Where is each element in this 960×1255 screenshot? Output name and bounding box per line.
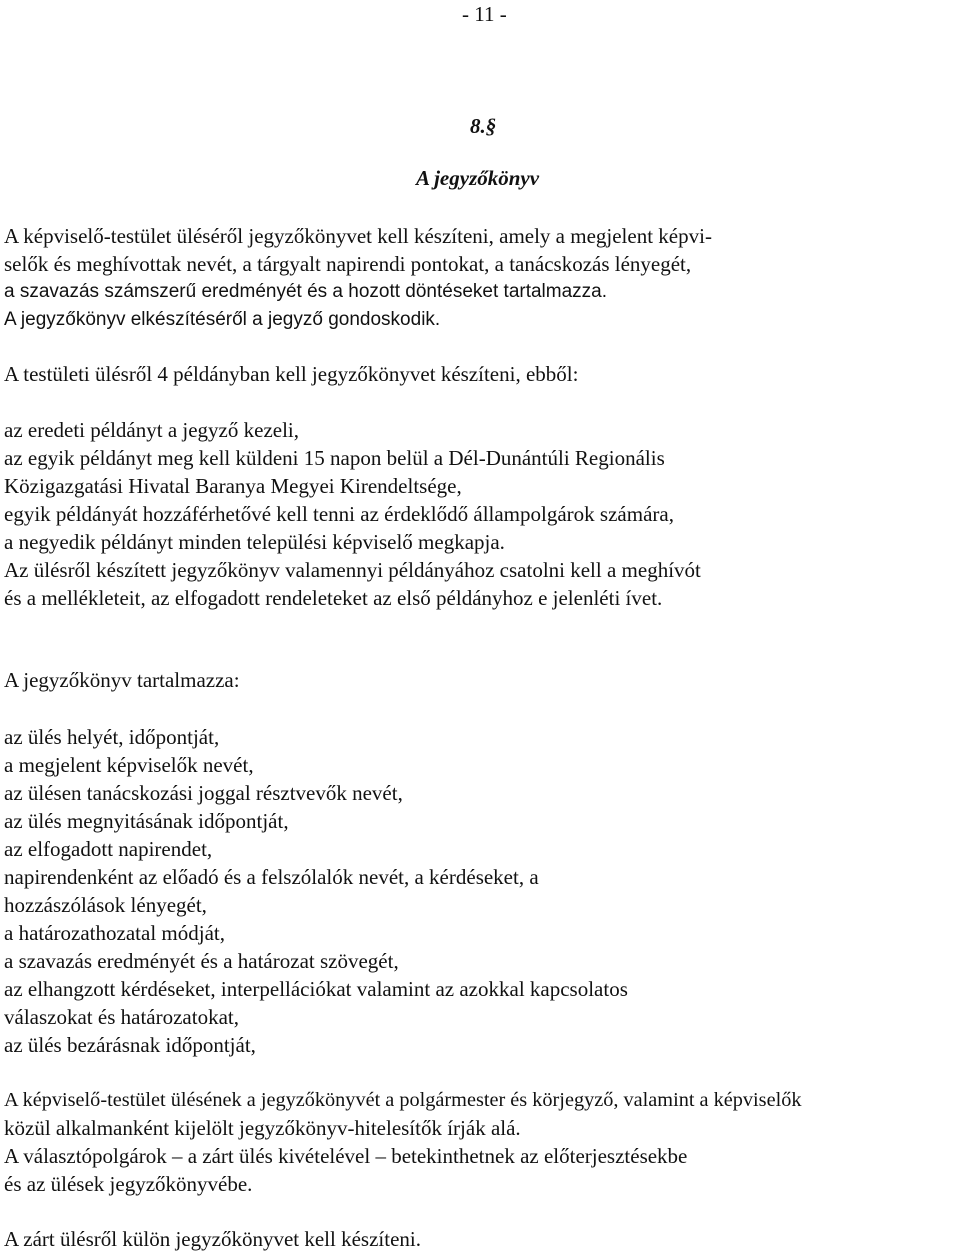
paragraph-line: a szavazás számszerű eredményét és a hozott döntéseket tartalmazza. — [4, 281, 608, 302]
list-item: az elhangzott kérdéseket, interpellációkat valamint az azokkal kapcsolatos — [4, 977, 628, 1001]
list-item: az ülésen tanácskozási joggal résztvevők nevét, — [4, 781, 403, 805]
list-item: a szavazás eredményét és a határozat szövegét, — [4, 949, 399, 973]
list-item: az ülés helyét, időpontját, — [4, 725, 220, 749]
list-item: az ülés megnyitásának időpontját, — [4, 809, 289, 833]
paragraph-intro: A jegyzőkönyv tartalmazza: — [4, 668, 240, 692]
list-item: hozzászólások lényegét, — [4, 893, 207, 917]
paragraph-line: Az ülésről készített jegyzőkönyv valamennyi példányához csatolni kell a meghívót — [4, 558, 701, 582]
paragraph-line: A zárt ülésről külön jegyzőkönyvet kell készíteni. — [4, 1227, 421, 1251]
paragraph-line: selők és meghívottak nevét, a tárgyalt napirendi pontokat, a tanácskozás lényegét, — [4, 252, 692, 276]
list-item: napirendenként az előadó és a felszólalók nevét, a kérdéseket, a — [4, 865, 539, 889]
paragraph-line: A jegyzőkönyv elkészítéséről a jegyző gondoskodik. — [4, 309, 441, 330]
list-item: az egyik példányt meg kell küldeni 15 napon belül a Dél-Dunántúli Regionális — [4, 446, 665, 470]
list-item: a megjelent képviselők nevét, — [4, 753, 254, 777]
list-item: Közigazgatási Hivatal Baranya Megyei Kirendeltsége, — [4, 474, 462, 498]
list-item: a negyedik példányt minden települési képviselő megkapja. — [4, 530, 505, 554]
paragraph-line: és a mellékleteit, az elfogadott rendeleteket az első példányhoz e jelenléti ívet. — [4, 586, 663, 610]
list-item: a határozathozatal módját, — [4, 921, 225, 945]
paragraph-line: A képviselő-testület ülésének a jegyzőkönyvét a polgármester és körjegyző, valamint a képviselők — [4, 1089, 802, 1111]
paragraph-line: közül alkalmanként kijelölt jegyzőkönyv-hitelesítők írják alá. — [4, 1116, 521, 1140]
list-item: az eredeti példányt a jegyző kezeli, — [4, 418, 300, 442]
section-title: A jegyzőkönyv — [416, 166, 540, 190]
list-item: az elfogadott napirendet, — [4, 837, 213, 861]
list-item: válaszokat és határozatokat, — [4, 1005, 239, 1029]
page-number: - 11 - — [462, 2, 507, 26]
paragraph-intro: A testületi ülésről 4 példányban kell jegyzőkönyvet készíteni, ebből: — [4, 362, 579, 386]
paragraph-line: A képviselő-testület üléséről jegyzőkönyvet kell készíteni, amely a megjelent képvi- — [4, 224, 712, 248]
section-number: 8.§ — [470, 114, 497, 138]
paragraph-line: A választópolgárok – a zárt ülés kivételével – betekinthetnek az előterjesztésekbe — [4, 1144, 688, 1168]
list-item: az ülés bezárásnak időpontját, — [4, 1033, 256, 1057]
list-item: egyik példányát hozzáférhetővé kell tenni az érdeklődő állampolgárok számára, — [4, 502, 674, 526]
paragraph-line: és az ülések jegyzőkönyvébe. — [4, 1172, 253, 1196]
